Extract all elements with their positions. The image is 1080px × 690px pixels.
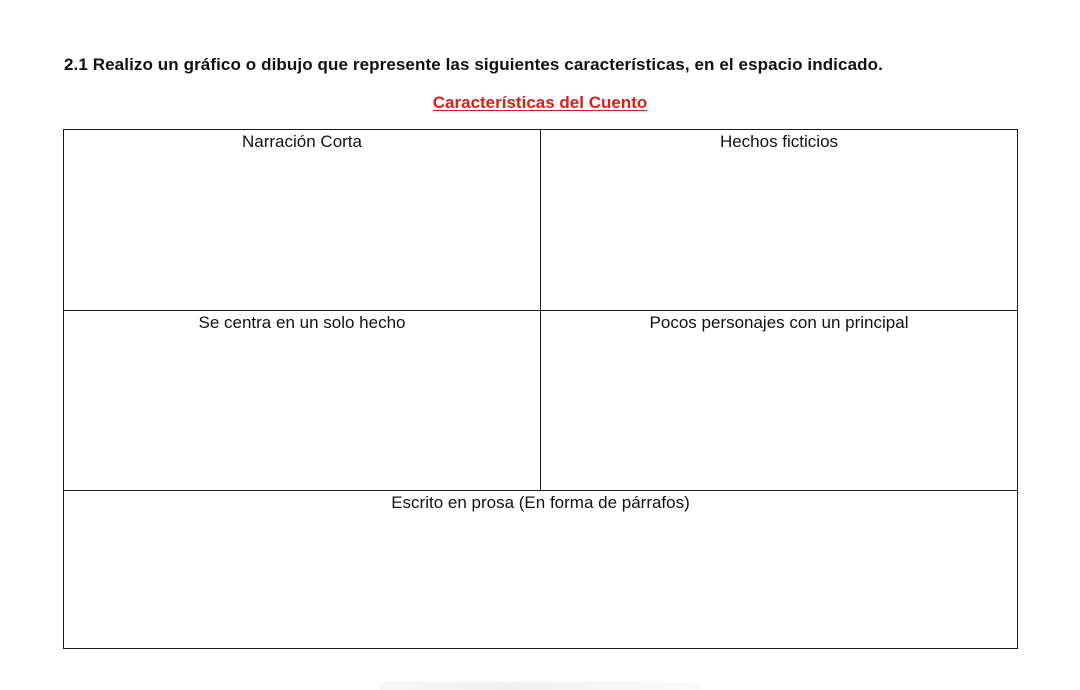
cell-narracion-corta: Narración Corta: [64, 130, 541, 311]
faint-bleed-through: [380, 682, 700, 690]
cell-escrito-en-prosa: Escrito en prosa (En forma de párrafos): [64, 491, 1018, 649]
instruction-text: 2.1 Realizo un gráfico o dibujo que represente las siguientes características, en el espacio indicado.: [64, 55, 883, 74]
table-row: [64, 491, 1018, 649]
table-row: [64, 130, 1018, 311]
cell-pocos-personajes: Pocos personajes con un principal: [541, 311, 1018, 491]
cell-solo-hecho: Se centra en un solo hecho: [64, 311, 541, 491]
table-title: Características del Cuento: [432, 93, 648, 112]
characteristics-table: [63, 129, 1018, 649]
cell-hechos-ficticios: Hechos ficticios: [541, 130, 1018, 311]
table-row: [64, 311, 1018, 491]
